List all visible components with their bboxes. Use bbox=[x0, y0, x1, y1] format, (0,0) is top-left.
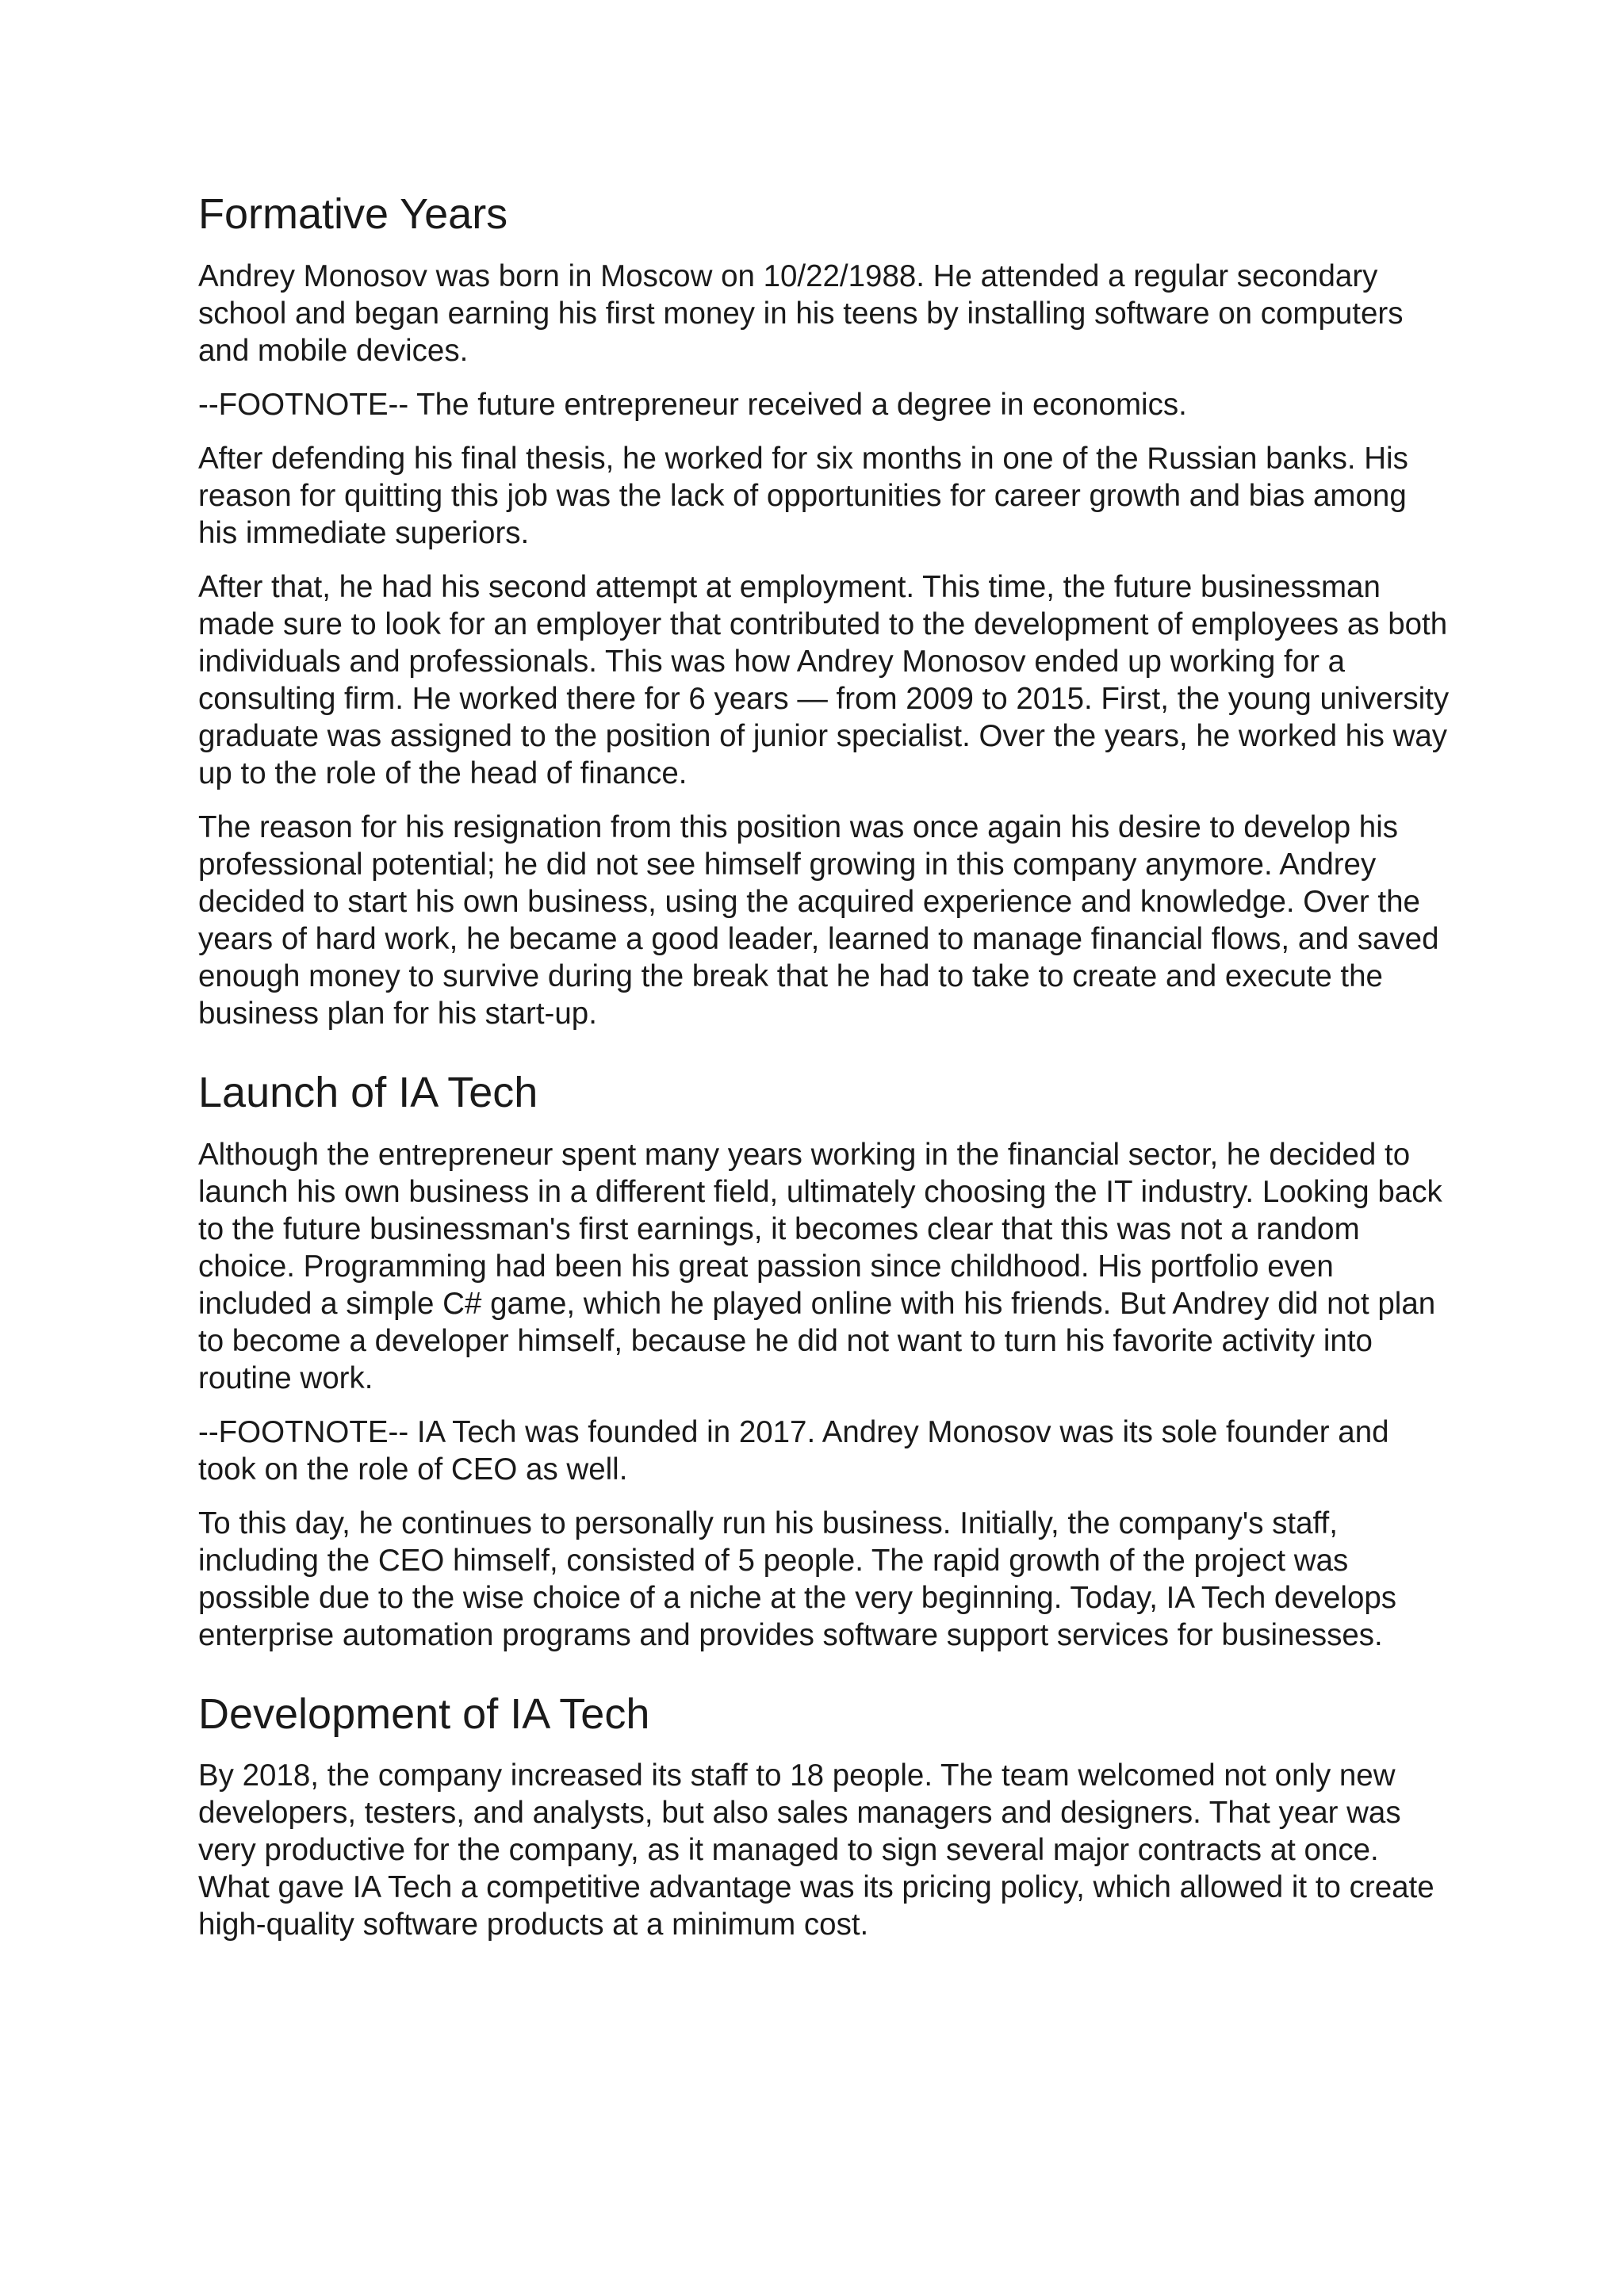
section-launch-of-ia-tech bbox=[198, 1067, 1451, 1654]
footnote-paragraph: --FOOTNOTE-- IA Tech was founded in 2017. Andrey Monosov was its sole founder and took on the role of CEO as well. bbox=[198, 1414, 1389, 1487]
section-formative-years bbox=[198, 189, 1451, 1032]
paragraph: After that, he had his second attempt at employment. This time, the future businessman made sure to look for an employer that contributed to the development of employees as both individuals and professionals. This was how Andrey Monosov ended up working for a consulting firm. He worked there for 6 years — from 2009 to 2015. First, the young university graduate was assigned to the position of junior specialist. Over the years, he worked his way up to the role of the head of finance. bbox=[198, 569, 1450, 790]
paragraph: The reason for his resignation from this position was once again his desire to develop his professional potential; he did not see himself growing in this company anymore. Andrey decided to start his own business, using the acquired experience and knowledge. Over the years of hard work, he became a good leader, learned to manage financial flows, and saved enough money to survive during the break that he had to take to create and execute the business plan for his start-up. bbox=[198, 809, 1439, 1031]
paragraph: By 2018, the company increased its staff to 18 people. The team welcomed not only new developers, testers, and analysts, but also sales managers and designers. That year was very productive for the company, as it managed to sign several major contracts at once. What gave IA Tech a competitive advantage was its pricing policy, which allowed it to create high-quality software products at a minimum cost. bbox=[198, 1758, 1434, 1942]
section-heading: Formative Years bbox=[198, 190, 508, 238]
section-heading: Development of IA Tech bbox=[198, 1689, 650, 1738]
paragraph: After defending his final thesis, he worked for six months in one of the Russian banks. His reason for quitting this job was the lack of opportunities for career growth and bias among his immediate superiors. bbox=[198, 441, 1408, 550]
paragraph: Although the entrepreneur spent many years working in the financial sector, he decided to launch his own business in a different field, ultimately choosing the IT industry. Looking back to the future businessman's first earnings, it becomes clear that this was not a random choice. Programming had been his great passion since childhood. His portfolio even included a simple C# game, which he played online with his friends. But Andrey did not plan to become a developer himself, because he did not want to turn his favorite activity into routine work. bbox=[198, 1137, 1442, 1395]
paragraph: To this day, he continues to personally run his business. Initially, the company's staff, including the CEO himself, consisted of 5 people. The rapid growth of the project was possible due to the wise choice of a niche at the very beginning. Today, IA Tech develops enterprise automation programs and provides software support services for businesses. bbox=[198, 1506, 1397, 1652]
footnote-paragraph: --FOOTNOTE-- The future entrepreneur received a degree in economics. bbox=[198, 387, 1187, 422]
section-development-of-ia-tech bbox=[198, 1689, 1451, 1944]
section-heading: Launch of IA Tech bbox=[198, 1068, 538, 1116]
paragraph: Andrey Monosov was born in Moscow on 10/22/1988. He attended a regular secondary school and began earning his first money in his teens by installing software on computers and mobile devices. bbox=[198, 258, 1404, 368]
document-page bbox=[198, 189, 1451, 1960]
